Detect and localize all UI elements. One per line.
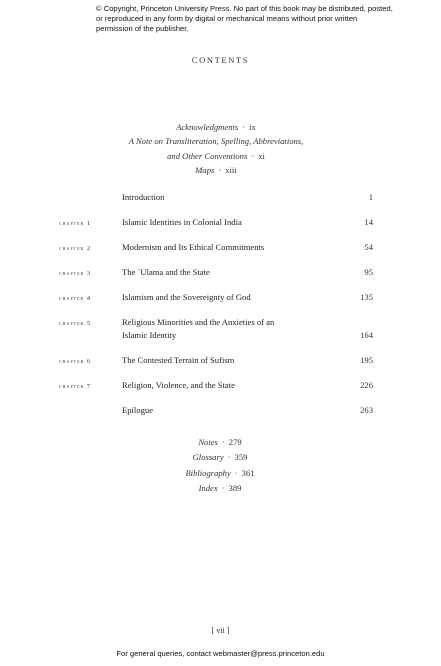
front-matter-title: Acknowledgments <box>176 122 239 132</box>
back-matter-item <box>120 450 320 465</box>
front-matter-item <box>100 163 332 177</box>
separator: · <box>221 437 225 447</box>
toc-page: 14 <box>364 217 373 227</box>
back-matter-title: Glossary <box>192 452 224 463</box>
back-matter-title: Notes <box>198 437 218 447</box>
chapter-label: chapter 3 <box>59 270 92 277</box>
toc-title <box>122 316 322 342</box>
back-matter-item <box>120 466 320 481</box>
back-matter-page: 389 <box>228 482 242 493</box>
toc-title: Modernism and Its Ethical Commitments <box>122 242 265 252</box>
toc-title: The `Ulama and the State <box>122 267 210 277</box>
toc-page: 95 <box>364 267 373 277</box>
separator: · <box>221 482 225 493</box>
back-matter-title: Index <box>198 482 218 493</box>
back-matter-page: 279 <box>228 437 242 447</box>
toc-title: Religion, Violence, and the State <box>122 380 235 390</box>
toc-title: Introduction <box>122 192 165 202</box>
toc-title: Islamism and the Sovereignty of God <box>122 292 251 302</box>
toc-title: Epilogue <box>122 405 154 415</box>
toc-page: 135 <box>360 292 373 302</box>
chapter-label: chapter 2 <box>59 245 92 252</box>
front-matter-title: A Note on Transliteration, Spelling, Abbreviations, <box>128 136 304 147</box>
front-matter-title: Maps <box>195 164 215 175</box>
front-matter-page: xi <box>258 150 265 161</box>
back-matter-list <box>120 435 320 496</box>
chapter-label: chapter 4 <box>59 295 92 302</box>
toc-title-line: Islamic Identity <box>122 330 177 340</box>
front-matter-item <box>100 120 332 134</box>
toc-title: The Contested Terrain of Sufism <box>122 355 235 365</box>
separator: · <box>242 122 246 132</box>
chapter-label: chapter 6 <box>59 358 92 365</box>
footer-contact: For general queries, contact webmaster@press.princeton.edu <box>116 649 325 658</box>
toc-title: Islamic Identities in Colonial India <box>122 217 242 227</box>
toc-title-line: Religious Minorities and the Anxieties of an <box>122 317 275 327</box>
toc-page: 164 <box>360 330 373 340</box>
separator: · <box>227 452 231 463</box>
chapter-label: chapter 1 <box>59 220 92 227</box>
front-matter-page: xiii <box>225 164 237 175</box>
front-matter-page: ix <box>249 122 256 132</box>
back-matter-title: Bibliography <box>185 467 231 478</box>
toc-page: 54 <box>364 242 373 252</box>
page-number: [ vii ] <box>211 626 230 635</box>
chapter-label: chapter 5 <box>59 320 92 327</box>
back-matter-page: 361 <box>241 467 255 478</box>
back-matter-item <box>120 435 320 450</box>
toc-page: 263 <box>360 405 373 415</box>
toc-page: 226 <box>360 380 373 390</box>
front-matter-item <box>100 134 332 163</box>
toc-page: 1 <box>368 192 373 202</box>
chapter-label: chapter 7 <box>59 383 92 390</box>
separator: · <box>251 150 255 161</box>
separator: · <box>218 164 222 175</box>
copyright-notice: © Copyright, Princeton University Press. No part of this book may be distributed, posted, or reproduced in any form by digital or mechanical means without prior written permission of the publisher. <box>96 4 393 33</box>
toc-page: 195 <box>360 355 373 365</box>
back-matter-item <box>120 481 320 496</box>
front-matter-title-cont: and Other Conventions <box>167 150 248 161</box>
back-matter-page: 359 <box>234 452 248 463</box>
contents-heading: CONTENTS <box>191 55 250 65</box>
front-matter-list <box>100 120 332 177</box>
separator: · <box>234 467 238 478</box>
